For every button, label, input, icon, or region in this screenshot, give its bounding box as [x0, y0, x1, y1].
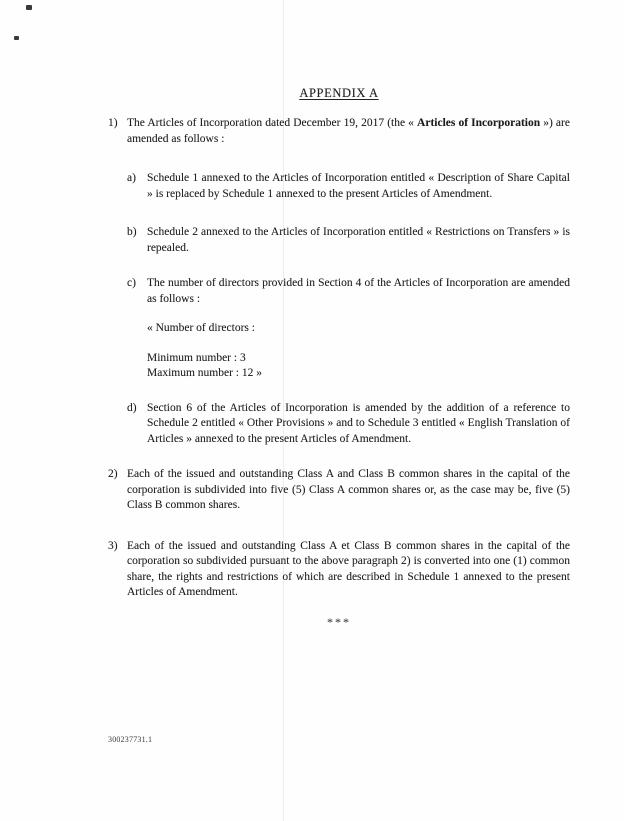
subitem-d [127, 401, 570, 448]
subitem-text: Schedule 2 annexed to the Articles of Incorporation entitled « Restrictions on Transfers » is repealed. [147, 226, 570, 254]
paragraph-text [127, 116, 570, 147]
subitem-text: Schedule 1 annexed to the Articles of Incorporation entitled « Description of Share Capital » is replaced by Schedule 1 annexed to the present Articles of Amendment. [147, 172, 570, 200]
subitem-a [127, 171, 570, 202]
subitem-b [127, 225, 570, 256]
subitem-marker: c) [127, 277, 136, 289]
subitem-c-intro: The number of directors provided in Section 4 of the Articles of Incorporation are amended as follows : [147, 277, 570, 305]
paragraph-bold-segment: Articles of Incorporation [417, 117, 541, 129]
document-content [108, 86, 570, 630]
paragraph-3 [108, 539, 570, 601]
scan-speck [14, 36, 19, 40]
quote-line: Maximum number : 12 » [147, 367, 262, 379]
paragraph-marker: 2) [108, 468, 118, 480]
document-number-footer: 300237731.1 [108, 735, 153, 744]
quote-line: Minimum number : 3 [147, 351, 246, 364]
subitem-marker: d) [127, 401, 137, 414]
stars-separator: *** [327, 614, 351, 629]
paragraph-marker: 1) [108, 117, 118, 129]
quote-line: « Number of directors : [147, 322, 255, 334]
paragraph-2 [108, 467, 570, 514]
page-title: APPENDIX A [299, 86, 379, 100]
paragraph-text: Each of the issued and outstanding Class A et Class B common shares in the capital of the corporation so subdivided pursuant to the above paragraph 2) is converted into one (1) common share, the rights and restrictions of which are described in Schedule 1 annexed to the present Articles of Amendment. [127, 539, 570, 598]
subitem-text: Section 6 of the Articles of Incorporation is amended by the addition of a reference to Schedule 2 entitled « Other Provisions » and to Schedule 3 entitled « English Translation of Articles » annexed to the present Articles of Amendment. [147, 401, 570, 445]
paragraph-1 [108, 116, 570, 147]
subitem-marker: b) [127, 226, 137, 238]
paragraph-text-segment: ») are amended as follows : [127, 117, 570, 145]
paragraph-marker: 3) [108, 539, 118, 552]
subitem-c [127, 276, 570, 382]
subitem-marker: a) [127, 172, 136, 184]
subitem-text [147, 276, 570, 382]
paragraph-text: Each of the issued and outstanding Class A and Class B common shares in the capital of the corporation is subdivided into five (5) Class A common shares or, as the case may be, five (5) Class B common shares. [127, 468, 570, 511]
scan-speck [26, 5, 32, 10]
paragraph-text-segment: The Articles of Incorporation dated December 19, 2017 (the « [127, 117, 418, 129]
